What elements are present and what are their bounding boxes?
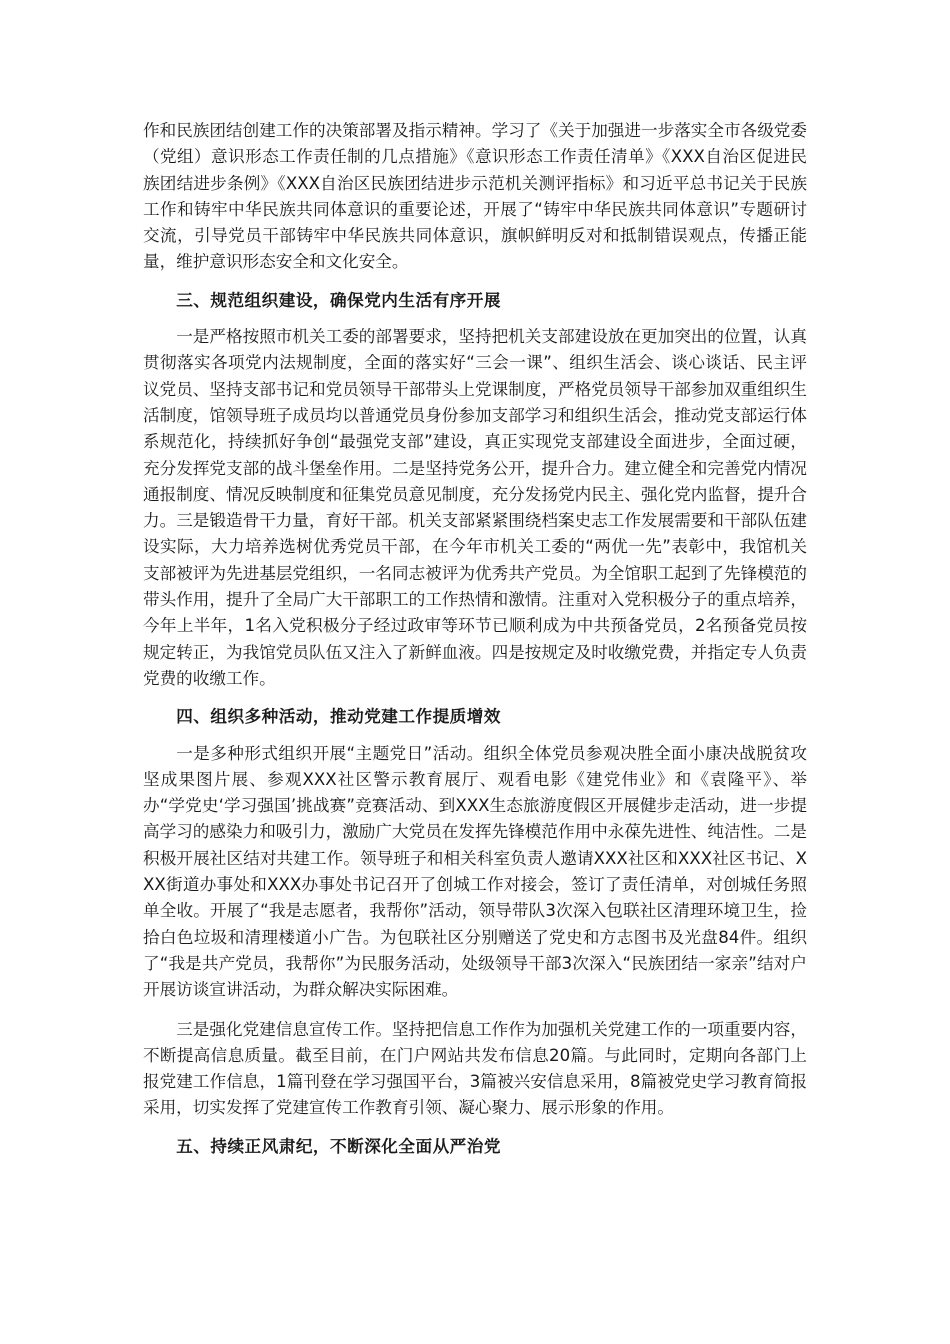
- paragraph-organization: 一是严格按照市机关工委的部署要求，坚持把机关支部建设放在更加突出的位置，认真贯彻落实各项党内法规制度，全面的落实好“三会一课”、组织生活会、谈心谈话、民主评议党员、坚持支部书记和党员领导干部带头上党课制度，严格党员领导干部参加双重组织生活制度，馆领导班子成员均以普通党员身份参加支部学习和组织生活会，推动党支部运行体系规范化，持续抓好争创“最强党支部”建设，真正实现党支部建设全面进步，全面过硬，充分发挥党支部的战斗堡垒作用。二是坚持党务公开，提升合力。建立健全和完善党内情况通报制度、情况反映制度和征集党员意见制度，充分发扬党内民主、强化党内监督，提升合力。三是锻造骨干力量，育好干部。机关支部紧紧围绕档案史志工作发展需要和干部队伍建设实际，大力培养选树优秀党员干部，在今年市机关工委的“两优一先”表彰中，我馆机关支部被评为先进基层党组织，一名同志被评为优秀共产党员。为全馆职工起到了先锋模范的带头作用，提升了全局广大干部职工的工作热情和激情。注重对入党积极分子的重点培养，今年上半年，1名入党积极分子经过政审等环节已顺利成为中共预备党员，2名预备党员按规定转正，为我馆党员队伍又注入了新鲜血液。四是按规定及时收缴党费，并指定专人负责党费的收缴工作。: [143, 327, 807, 688]
- paragraph-ethnic-unity: 作和民族团结创建工作的决策部署及指示精神。学习了《关于加强进一步落实全市各级党委（党组）意识形态工作责任制的几点措施》《意识形态工作责任清单》《XXX自治区促进民族团结进步条例》《XXX自治区民族团结进步示范机关测评指标》和习近平总书记关于民族工作和铸牢中华民族共同体意识的重要论述，开展了“铸牢中华民族共同体意识”专题研讨交流，引导党员干部铸牢中华民族共同体意识，旗帜鲜明反对和抵制错误观点，传播正能量，维护意识形态安全和文化安全。: [143, 121, 807, 272]
- section-heading-3: 三、规范组织建设，确保党内生活有序开展: [176, 290, 501, 310]
- paragraph-activities: 一是多种形式组织开展“主题党日”活动。组织全体党员参观决胜全面小康决战脱贫攻坚成果图片展、参观XXX社区警示教育展厅、观看电影《建党伟业》和《袁隆平》、举办“学党史‘学习强国’挑战赛”竞赛活动、到XXX生态旅游度假区开展健步走活动，进一步提高学习的感染力和吸引力，激励广大党员在发挥先锋模范作用中永葆先进性、纯洁性。二是积极开展社区结对共建工作。领导班子和相关科室负责人邀请XXX社区和XXX社区书记、XXX街道办事处和XXX办事处书记召开了创城工作对接会，签订了责任清单，对创城任务照单全收。开展了“我是志愿者，我帮你”活动，领导带队3次深入包联社区清理环境卫生，捡拾白色垃圾和清理楼道小广告。为包联社区分别赠送了党史和方志图书及光盘84件。组织了“我是共产党员，我帮你”为民服务活动，处级领导干部3次深入“民族团结一家亲”结对户开展访谈宣讲活动，为群众解决实际困难。: [143, 743, 807, 1000]
- section-heading-5: 五、持续正风肃纪，不断深化全面从严治党: [176, 1136, 501, 1156]
- section-heading-4: 四、组织多种活动，推动党建工作提质增效: [176, 707, 501, 727]
- paragraph-publicity: 三是强化党建信息宣传工作。坚持把信息工作作为加强机关党建工作的一项重要内容，不断提高信息质量。截至目前，在门户网站共发布信息20篇。与此同时，定期向各部门上报党建工作信息，1篇刊登在学习强国平台，3篇被兴安信息采用，8篇被党史学习教育简报采用，切实发挥了党建宣传工作教育引领、凝心聚力、展示形象的作用。: [143, 1019, 807, 1118]
- document-page: [143, 118, 807, 1170]
- paragraph-gap: [143, 1004, 807, 1017]
